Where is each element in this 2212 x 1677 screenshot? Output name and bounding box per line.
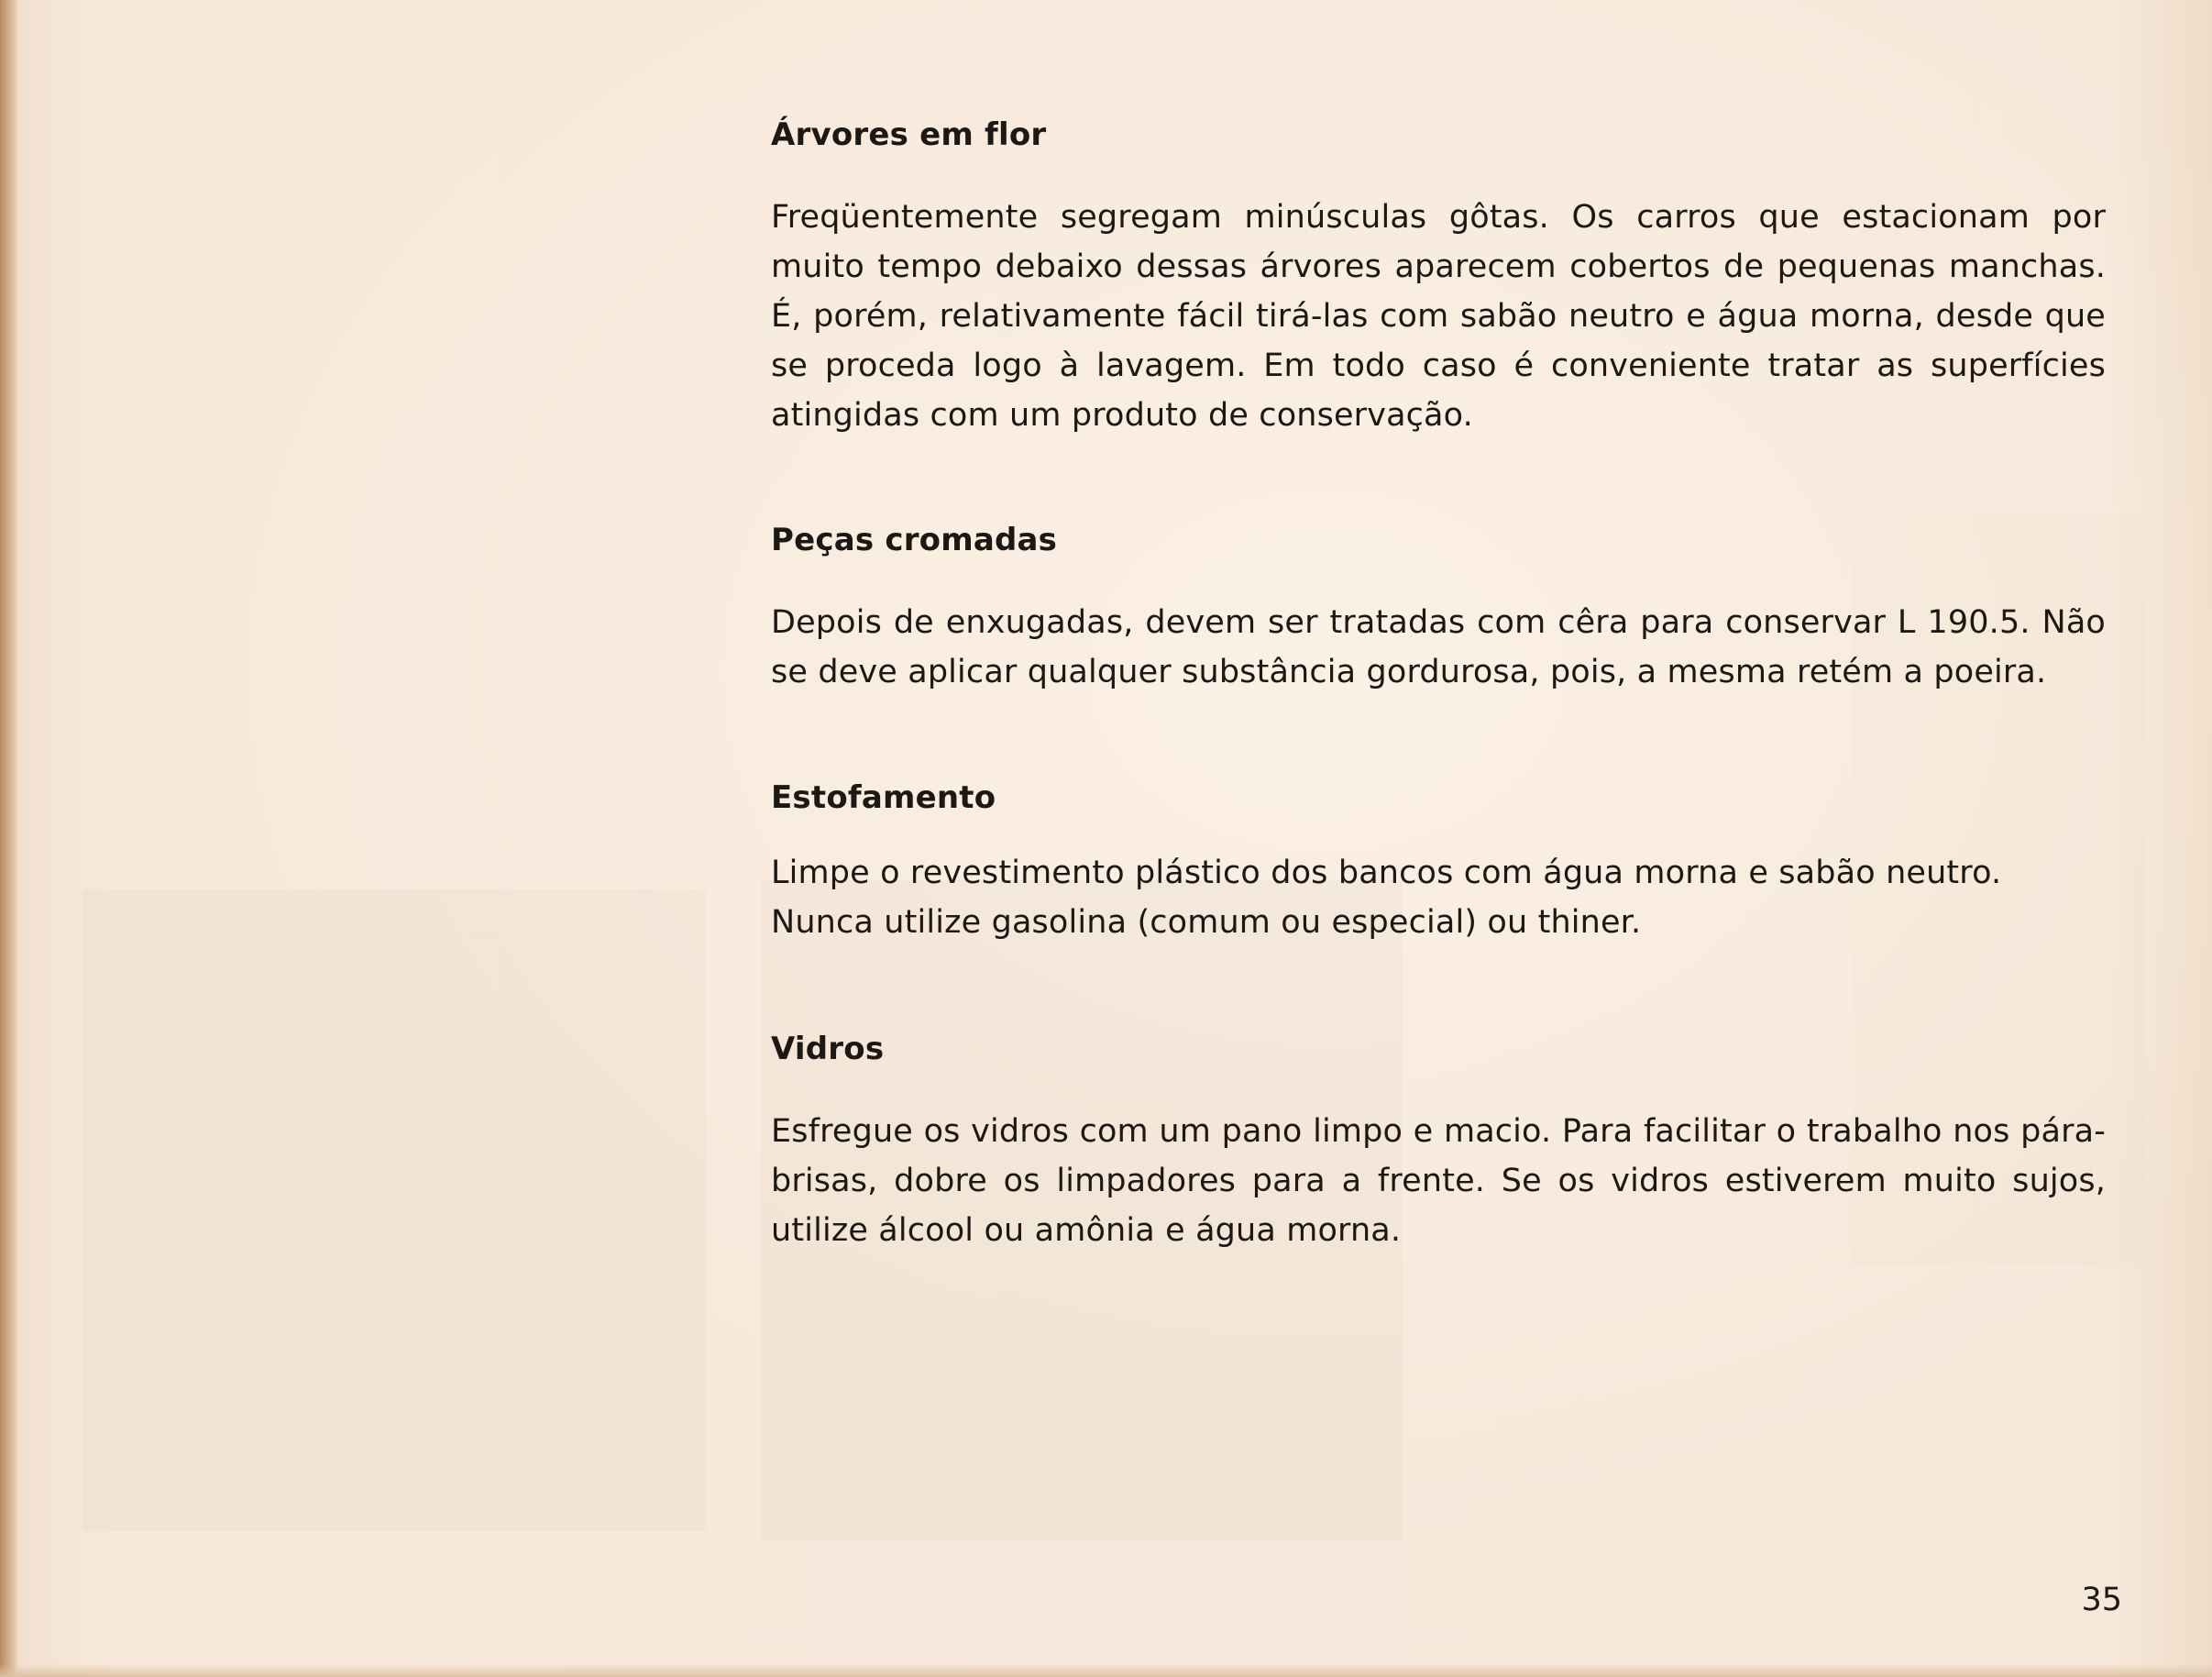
bleed-through-shade [83,889,706,1531]
section-paragraph [771,848,2106,947]
section-pecas-cromadas [771,515,2106,697]
page-content [771,110,2106,1255]
section-estofamento [771,773,2106,947]
section-arvores-em-flor [771,110,2106,440]
section-paragraph: Depois de enxugadas, devem ser tratadas com cêra para conservar L 190.5. Não se deve aplicar qualquer substância gordurosa, pois, a mesma retém a poeira. [771,604,2106,690]
paragraph-line: Nunca utilize gasolina (comum ou especial) ou thiner. [771,904,1642,941]
section-heading: Peças cromadas [771,522,1058,558]
section-heading: Estofamento [771,779,996,816]
section-vidros [771,1024,2106,1255]
section-heading: Vidros [771,1031,885,1067]
page-bottom-edge [0,1664,2212,1677]
section-paragraph: Esfregue os vidros com um pano limpo e macio. Para facilitar o trabalho nos pára-brisas, dobre os limpadores para a frente. Se os vidros estiverem muito sujos, utilize álcool ou amônia e água morna. [771,1113,2106,1249]
paragraph-line: Limpe o revestimento plástico dos bancos com água morna e sabão neutro. [771,855,2002,891]
section-heading: Árvores em flor [771,116,1047,153]
page-number: 35 [2081,1582,2122,1618]
section-paragraph: Freqüentemente segregam minúsculas gôtas. Os carros que estacionam por muito tempo debaixo dessas árvores aparecem cobertos de pequenas manchas. É, porém, relativamente fácil tirá-las com sabão neutro e água morna, desde que se proceda logo à lavagem. Em todo caso é conveniente tratar as superfícies atingidas com um produto de conservação. [771,199,2106,434]
page-gutter [0,0,18,1677]
